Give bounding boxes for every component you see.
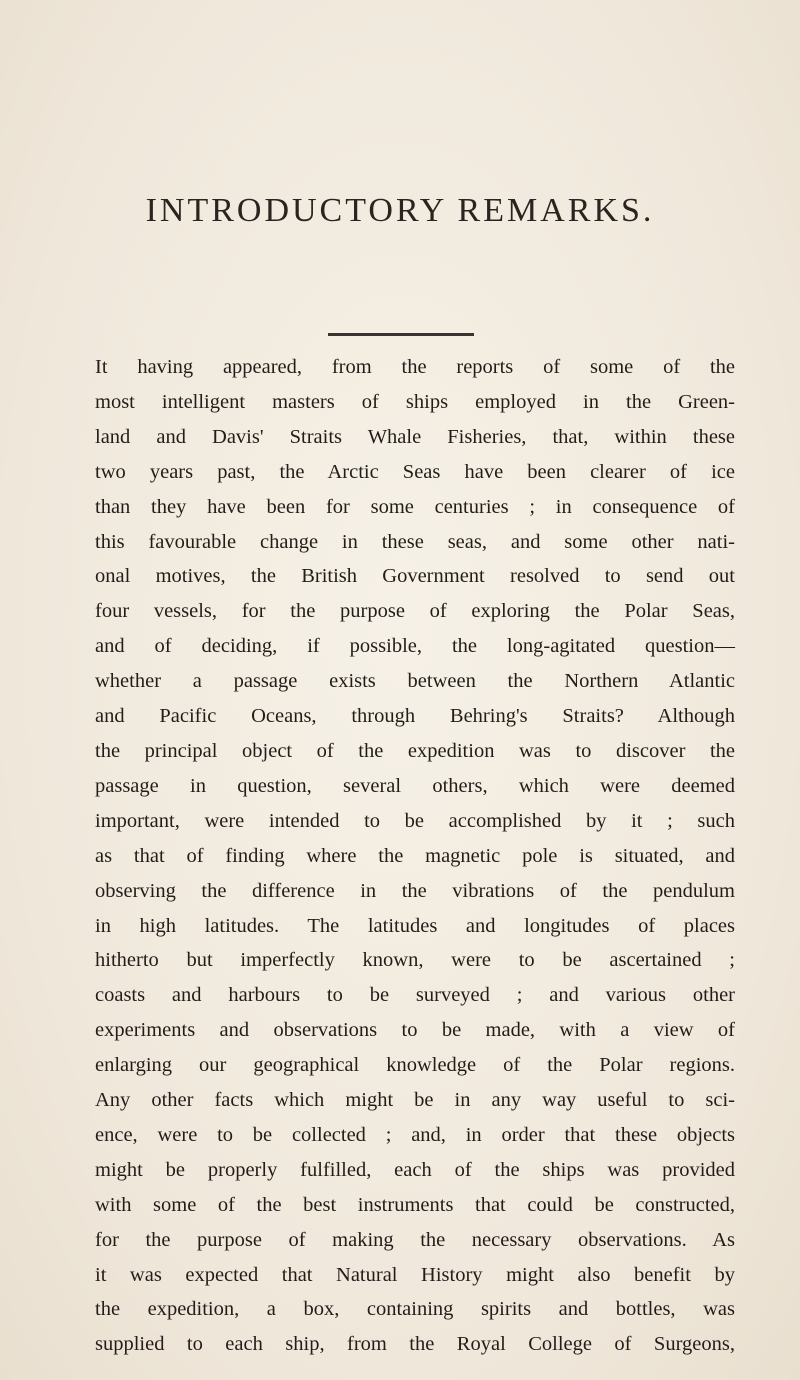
text-line: land and Davis' Straits Whale Fisheries, that, within these xyxy=(95,425,735,448)
text-line: this favourable change in these seas, and some other nati- xyxy=(95,530,735,553)
text-line: It having appeared, from the reports of some of the xyxy=(95,356,735,378)
text-line: for the purpose of making the necessary observations. As xyxy=(95,1228,735,1251)
heading-divider xyxy=(328,333,474,336)
text-line: four vessels, for the purpose of exploring the Polar Seas, xyxy=(95,600,735,623)
page-heading: INTRODUCTORY REMARKS. xyxy=(145,192,655,229)
text-line: hitherto but imperfectly known, were to be ascertained ; xyxy=(95,949,735,972)
text-line: the expedition, a box, containing spirits and bottles, was xyxy=(95,1298,735,1321)
body-paragraph xyxy=(95,350,735,1362)
text-line: the principal object of the expedition was to discover the xyxy=(95,739,735,762)
text-line: experiments and observations to be made, with a view of xyxy=(95,1019,735,1042)
text-line: observing the difference in the vibrations of the pendulum xyxy=(95,879,735,902)
text-line: and of deciding, if possible, the long-agitated question— xyxy=(95,635,735,658)
text-line: might be properly fulfilled, each of the ships was provided xyxy=(95,1158,735,1181)
text-line: passage in question, several others, which were deemed xyxy=(95,774,735,797)
text-line: than they have been for some centuries ; in consequence of xyxy=(95,495,735,518)
text-line: coasts and harbours to be surveyed ; and various other xyxy=(95,984,735,1007)
text-line: as that of finding where the magnetic pole is situated, and xyxy=(95,844,735,867)
text-line: important, were intended to be accomplished by it ; such xyxy=(95,809,735,832)
text-line: it was expected that Natural History might also benefit by xyxy=(95,1263,735,1286)
text-line: most intelligent masters of ships employed in the Green- xyxy=(95,390,735,413)
text-line: enlarging our geographical knowledge of the Polar regions. xyxy=(95,1054,735,1077)
text-line: onal motives, the British Government resolved to send out xyxy=(95,565,735,588)
text-line: and Pacific Oceans, through Behring's Straits? Although xyxy=(95,705,735,728)
text-line: whether a passage exists between the Northern Atlantic xyxy=(95,670,735,693)
text-line: supplied to each ship, from the Royal College of Surgeons, xyxy=(95,1333,735,1356)
text-line: with some of the best instruments that could be constructed, xyxy=(95,1193,735,1216)
text-line: Any other facts which might be in any way useful to sci- xyxy=(95,1089,735,1112)
text-line: ence, were to be collected ; and, in order that these objects xyxy=(95,1123,735,1146)
text-line: in high latitudes. The latitudes and longitudes of places xyxy=(95,914,735,937)
text-line: two years past, the Arctic Seas have been clearer of ice xyxy=(95,460,735,483)
